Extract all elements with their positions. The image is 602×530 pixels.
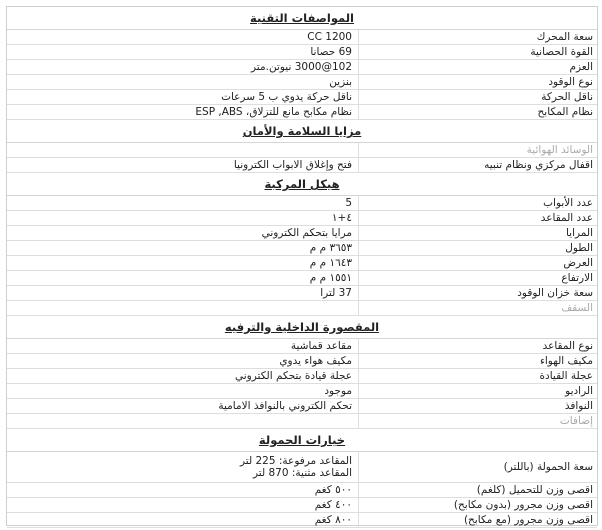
row-value: موجود bbox=[324, 385, 352, 397]
table-row bbox=[7, 354, 597, 369]
row-label: عدد الأبواب bbox=[358, 196, 597, 210]
row-label: نوع المقاعد bbox=[358, 339, 597, 353]
table-row bbox=[7, 513, 597, 528]
row-label: العزم bbox=[358, 60, 597, 74]
row-value: عجلة قيادة بتحكم الكتروني bbox=[234, 370, 352, 382]
row-label: المرايا bbox=[358, 226, 597, 240]
row-value bbox=[7, 143, 358, 157]
table-row bbox=[7, 211, 597, 226]
table-row bbox=[7, 498, 597, 513]
row-value: تحكم الكتروني بالنوافذ الامامية bbox=[218, 400, 352, 412]
table-row bbox=[7, 226, 597, 241]
section-title: مزايا السلامة والأمان bbox=[242, 124, 362, 138]
table-row bbox=[7, 45, 597, 60]
row-label: سعة خزان الوقود bbox=[358, 286, 597, 300]
row-label: الارتفاع bbox=[358, 271, 597, 285]
section-header-cargo bbox=[7, 429, 597, 452]
table-row bbox=[7, 399, 597, 414]
capacity-seats-up: المقاعد مرفوعة: 225 لتر bbox=[240, 455, 352, 467]
row-label: اقصى وزن مجرور (مع مكابح) bbox=[358, 513, 597, 527]
row-value bbox=[7, 414, 358, 428]
row-value: ناقل حركة يدوي ب 5 سرعات bbox=[221, 91, 352, 103]
spec-sheet bbox=[6, 6, 598, 526]
row-label: نوع الوقود bbox=[358, 75, 597, 89]
row-label: إضافات bbox=[358, 414, 597, 428]
row-label: الراديو bbox=[358, 384, 597, 398]
table-row bbox=[7, 241, 597, 256]
row-label: نظام المكابح bbox=[358, 105, 597, 119]
table-row bbox=[7, 30, 597, 45]
table-row-cargo-capacity bbox=[7, 452, 597, 483]
capacity-seats-folded: المقاعد مثنية: 870 لتر bbox=[253, 467, 352, 479]
section-title: المقصورة الداخلية والترفيه bbox=[224, 320, 380, 334]
row-label: النوافذ bbox=[358, 399, 597, 413]
section-header-technical-specs bbox=[7, 7, 597, 30]
section-title: المواصفات التقنية bbox=[250, 11, 354, 25]
table-row bbox=[7, 301, 597, 316]
row-label: الطول bbox=[358, 241, 597, 255]
table-row bbox=[7, 105, 597, 120]
table-row bbox=[7, 256, 597, 271]
row-value: 69 حصانا bbox=[310, 46, 352, 58]
row-label: اقصى وزن مجرور (بدون مكابح) bbox=[358, 498, 597, 512]
row-label: اقفال مركزي ونظام تنبيه bbox=[358, 158, 597, 172]
section-header-interior bbox=[7, 316, 597, 339]
row-value: مكيف هواء يدوي bbox=[279, 355, 352, 367]
row-label: اقصى وزن للتحميل (كلغم) bbox=[358, 483, 597, 497]
table-row bbox=[7, 271, 597, 286]
row-value bbox=[7, 452, 358, 482]
row-value: ٤+١ bbox=[331, 212, 352, 224]
section-header-safety bbox=[7, 120, 597, 143]
row-label: سعة المحرك bbox=[358, 30, 597, 44]
table-row bbox=[7, 414, 597, 429]
row-value: مقاعد قماشية bbox=[290, 340, 352, 352]
row-value: ٣٦٥٣ م م bbox=[309, 242, 352, 254]
section-header-body-structure bbox=[7, 173, 597, 196]
table-row bbox=[7, 339, 597, 354]
row-value: مرايا بتحكم الكتروني bbox=[261, 227, 352, 239]
row-label: سعة الحمولة (باللتر) bbox=[358, 452, 597, 482]
table-row bbox=[7, 90, 597, 105]
table-row bbox=[7, 143, 597, 158]
row-label: العرض bbox=[358, 256, 597, 270]
table-row bbox=[7, 60, 597, 75]
table-row bbox=[7, 75, 597, 90]
row-label: عجلة القيادة bbox=[358, 369, 597, 383]
table-row bbox=[7, 196, 597, 211]
row-value: 5 bbox=[345, 197, 352, 209]
row-value: ٥٠٠ كغم bbox=[314, 484, 352, 496]
row-label: الوسائد الهوائية bbox=[358, 143, 597, 157]
table-row bbox=[7, 286, 597, 301]
row-label: عدد المقاعد bbox=[358, 211, 597, 225]
row-value: نظام مكابح مانع للتزلاق، ESP ,ABS bbox=[195, 106, 352, 118]
row-value: ٨٠٠ كغم bbox=[314, 514, 352, 526]
row-value bbox=[7, 301, 358, 315]
table-row bbox=[7, 483, 597, 498]
row-value: 37 لترا bbox=[320, 287, 352, 299]
row-label: مكيف الهواء bbox=[358, 354, 597, 368]
row-value: ٤٠٠ كغم bbox=[314, 499, 352, 511]
row-value: فتح وإغلاق الابواب الكترونيا bbox=[233, 159, 352, 171]
row-value: CC 1200 bbox=[307, 31, 352, 43]
row-label: السقف bbox=[358, 301, 597, 315]
row-label: القوة الحصانية bbox=[358, 45, 597, 59]
table-row bbox=[7, 369, 597, 384]
section-title: خيارات الحمولة bbox=[258, 433, 346, 447]
section-title: هيكل المركبة bbox=[264, 177, 340, 191]
table-row bbox=[7, 384, 597, 399]
row-value: ١٥٥١ م م bbox=[309, 272, 352, 284]
row-value: 102@3000 نيوتن.متر bbox=[251, 61, 352, 73]
row-label: ناقل الحركة bbox=[358, 90, 597, 104]
row-value: ١٦٤٣ م م bbox=[309, 257, 352, 269]
row-value: بنزين bbox=[329, 76, 352, 88]
table-row bbox=[7, 158, 597, 173]
